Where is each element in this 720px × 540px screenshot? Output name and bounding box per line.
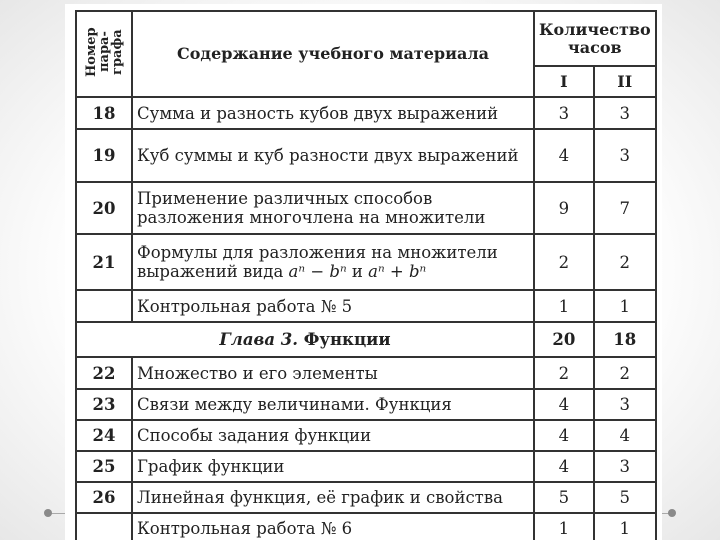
paragraph-number: 22 [76, 357, 132, 389]
hours-variant-2: 3 [594, 129, 656, 182]
hours-variant-2: 7 [594, 182, 656, 234]
hours-variant-1: 1 [534, 290, 594, 322]
paragraph-title: График функции [132, 451, 534, 482]
paragraph-number: 23 [76, 389, 132, 420]
decorative-dot-right [668, 509, 676, 517]
hours-variant-2: 3 [594, 389, 656, 420]
paragraph-number: 24 [76, 420, 132, 451]
hours-variant-2: 2 [594, 234, 656, 290]
table-row [76, 451, 656, 482]
formula-difference: aⁿ − bⁿ [288, 262, 347, 281]
header-content-col: Содержание учебного материала [132, 11, 534, 97]
header-number-col [76, 11, 132, 97]
hours-variant-1: 3 [534, 97, 594, 129]
chapter-name: Функции [303, 330, 391, 349]
table-row [76, 513, 656, 540]
chapter-label: Глава 3. [219, 330, 299, 349]
hours-variant-1: 4 [534, 129, 594, 182]
table-row [76, 357, 656, 389]
decorative-dot-left [44, 509, 52, 517]
paragraph-title: Применение различных способов разложения многочлена на множители [132, 182, 534, 234]
paragraph-title-text: Формулы для разложения на множители выражений вида [137, 243, 498, 281]
header-row [76, 11, 656, 66]
chapter-hours-variant-2: 18 [594, 322, 656, 357]
header-hours-variant-2: II [594, 66, 656, 97]
chapter-row [76, 322, 656, 357]
table-row [76, 234, 656, 290]
hours-variant-2: 5 [594, 482, 656, 513]
curriculum-table [75, 10, 657, 540]
hours-variant-2: 1 [594, 513, 656, 540]
hours-variant-1: 4 [534, 420, 594, 451]
paragraph-number: 26 [76, 482, 132, 513]
formula-sum: aⁿ + bⁿ [368, 262, 427, 281]
paragraph-title: Сумма и разность кубов двух выражений [132, 97, 534, 129]
document-page [65, 4, 662, 540]
paragraph-number: 25 [76, 451, 132, 482]
paragraph-title: Контрольная работа № 6 [132, 513, 534, 540]
hours-variant-2: 3 [594, 451, 656, 482]
paragraph-number [76, 513, 132, 540]
hours-variant-2: 1 [594, 290, 656, 322]
table-row [76, 290, 656, 322]
chapter-hours-variant-1: 20 [534, 322, 594, 357]
paragraph-title: Связи между величинами. Функция [132, 389, 534, 420]
paragraph-title: Линейная функция, её график и свойства [132, 482, 534, 513]
paragraph-title: Способы задания функции [132, 420, 534, 451]
paragraph-title: Множество и его элементы [132, 357, 534, 389]
hours-variant-1: 9 [534, 182, 594, 234]
header-hours-variant-1: I [534, 66, 594, 97]
header-hours-col: Количество часов [534, 11, 656, 66]
hours-variant-1: 2 [534, 234, 594, 290]
paragraph-number [76, 290, 132, 322]
hours-variant-1: 4 [534, 389, 594, 420]
paragraph-number: 20 [76, 182, 132, 234]
hours-variant-2: 4 [594, 420, 656, 451]
paragraph-number: 19 [76, 129, 132, 182]
table-row [76, 482, 656, 513]
table-row [76, 97, 656, 129]
hours-variant-1: 2 [534, 357, 594, 389]
conjunction-and: и [351, 262, 363, 281]
paragraph-number: 18 [76, 97, 132, 129]
table-row [76, 420, 656, 451]
paragraph-title [132, 234, 534, 290]
header-number-label: Номер пара-графа [83, 27, 125, 77]
chapter-title [76, 322, 534, 357]
hours-variant-1: 5 [534, 482, 594, 513]
hours-variant-2: 3 [594, 97, 656, 129]
table-row [76, 182, 656, 234]
hours-variant-2: 2 [594, 357, 656, 389]
paragraph-title: Куб суммы и куб разности двух выражений [132, 129, 534, 182]
hours-variant-1: 1 [534, 513, 594, 540]
paragraph-number: 21 [76, 234, 132, 290]
hours-variant-1: 4 [534, 451, 594, 482]
paragraph-title: Контрольная работа № 5 [132, 290, 534, 322]
table-row [76, 389, 656, 420]
table-row [76, 129, 656, 182]
